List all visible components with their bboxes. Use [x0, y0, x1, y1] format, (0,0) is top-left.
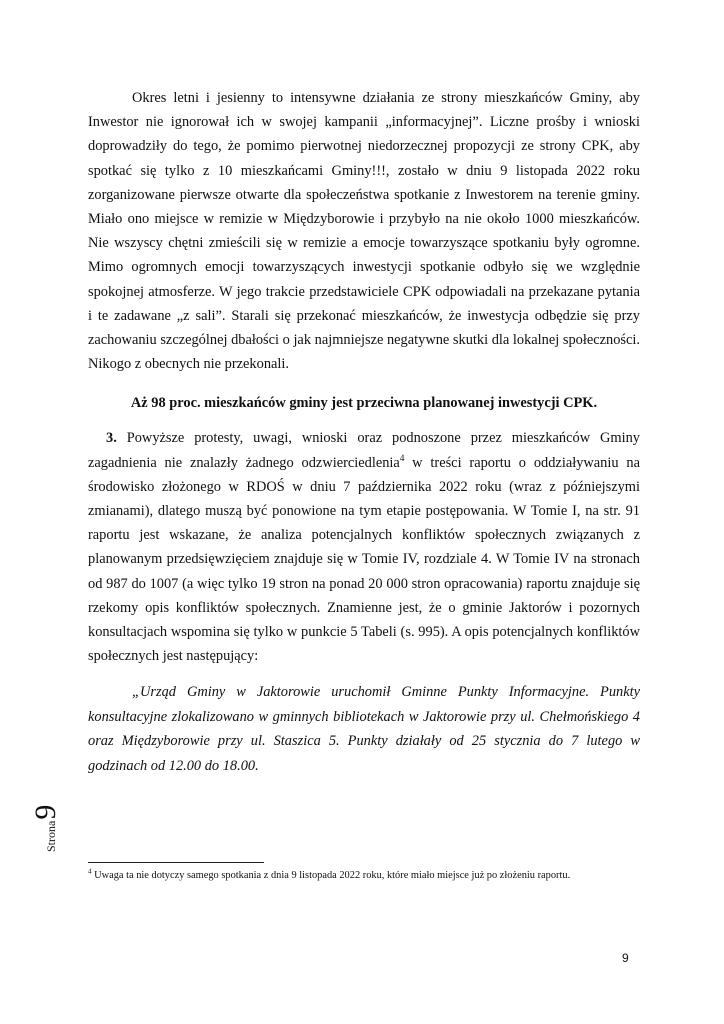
footnote-marker: 4	[88, 867, 92, 876]
footnote-text: Uwaga ta nie dotyczy samego spotkania z dnia 9 listopada 2022 roku, które miało miejsce już po złożeniu raportu.	[91, 870, 571, 881]
side-label-number: 9	[29, 804, 62, 820]
main-content	[88, 86, 640, 778]
page-number: 9	[622, 951, 629, 965]
section-heading: Aż 98 proc. mieszkańców gminy jest przeciwna planowanej inwestycji CPK.	[130, 395, 598, 412]
paragraph-2	[88, 426, 640, 668]
footnote-reference: 4	[399, 452, 405, 463]
footnote	[88, 867, 640, 884]
paragraph-1: Okres letni i jesienny to intensywne działania ze strony mieszkańców Gminy, aby Inwestor nie ignorował ich w swojej kampanii „informacyjnej”. Liczne prośby i wnioski doprowadziły do tego, że pomimo pierwotnej niedorzecznej propozycji ze strony CPK, aby spotkać się tylko z 10 mieszkańcami Gminy!!!, zostało w dniu 9 listopada 2022 roku zorganizowane pierwsze otwarte dla społeczeństwa spotkanie z Inwestorem na terenie gminy. Miało ono miejsce w remizie w Międzyborowie i przybyło na nie około 1000 mieszkańców. Nie wszyscy chętni zmieścili się w remizie a emocje towarzyszące spotkaniu były ogromne. Mimo ogromnych emocji towarzyszących inwestycji spotkanie odbyło się we względnie spokojnej atmosferze. W jego trakcie przedstawiciele CPK odpowiadali na przekazane pytania i te zadawane „z sali”. Starali się przekonać mieszkańców, że inwestycja odbędzie się przy zachowaniu szczególnej dbałości o jak najmniejsze negatywne skutki dla lokalnej społeczności. Nikogo z obecnych nie przekonali.	[88, 90, 640, 373]
quote-paragraph: „Urząd Gminy w Jaktorowie uruchomił Gminne Punkty Informacyjne. Punkty konsultacyjne zlokalizowano w gminnych bibliotekach w Jaktorowie przy ul. Chełmońskiego 4 oraz Międzyborowie przy ul. Staszica 5. Punkty działały od 25 stycznia do 7 lutego w godzinach od 12.00 do 18.00.	[88, 684, 640, 774]
paragraph-2-text-a: Powyższe protesty, uwagi, wnioski oraz podnoszone przez mieszkańców Gminy zagadnienia nie znalazły żadnego odzwierciedlenia	[88, 430, 640, 471]
footnote-separator	[88, 862, 264, 863]
paragraph-2-text-b: w treści raportu o oddziaływaniu na środowisko złożonego w RDOŚ w dniu 7 października 2022 roku (wraz z późniejszymi zmianami), dlatego muszą być ponowione na tym etapie postępowania. W Tomie I, na str. 91 raportu jest wskazane, że analiza potencjalnych konfliktów społecznych związanych z planowanym przedsięwzięciem znajduje się w Tomie IV, rozdziale 4. W Tomie IV na stronach od 987 do 1007 (a więc tylko 19 stron na ponad 20 000 stron opracowania) raportu znajduje się rzekomy opis konfliktów społecznych. Znamienne jest, że o gminie Jaktorów i pozornych konsultacjach wspomina się tylko w punkcie 5 Tabeli (s. 995). A opis potencjalnych konfliktów społecznych jest następujący:	[88, 454, 640, 665]
side-page-label	[22, 778, 62, 858]
paragraph-number: 3.	[106, 430, 117, 447]
side-label-word: Strona	[44, 820, 58, 852]
